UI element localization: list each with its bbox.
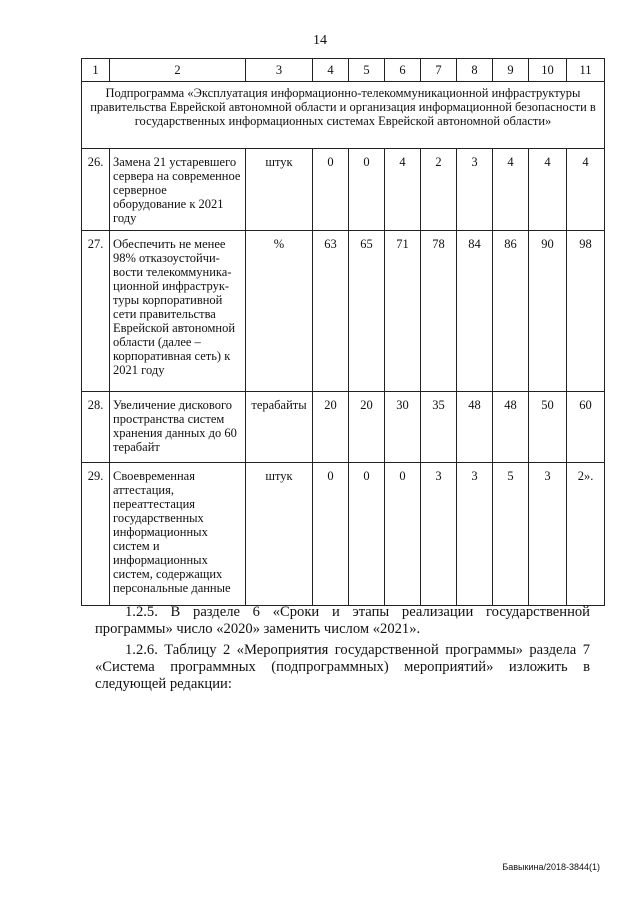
value-cell: 50 [529, 392, 567, 463]
value-cell: 84 [457, 231, 493, 392]
indicator-name: Обеспечить не менее 98% отказоустойчи-вости телекоммуника-ционной инфраструк-туры корпоративной сети правительства Еврейской автономной области (далее – корпоративная сеть) к 2021 году [110, 231, 246, 392]
header-cell: 11 [567, 59, 605, 82]
row-number: 29. [82, 463, 110, 606]
header-row [82, 59, 605, 82]
table-row [82, 463, 605, 606]
value-cell: 65 [349, 231, 385, 392]
value-cell: 4 [385, 149, 421, 231]
page-number: 14 [313, 33, 327, 48]
value-cell: 0 [349, 149, 385, 231]
value-cell: 63 [313, 231, 349, 392]
value-cell: 86 [493, 231, 529, 392]
unit-cell: штук [246, 149, 313, 231]
row-number: 28. [82, 392, 110, 463]
subprogram-title: Подпрограмма «Эксплуатация информационно-телекоммуникационной инфраструктуры правительства Еврейской автономной области и организация информационной безопасности в государственных информационных системах Еврейской автономной области» [82, 82, 605, 149]
value-cell: 20 [349, 392, 385, 463]
table-row [82, 149, 605, 231]
header-cell: 7 [421, 59, 457, 82]
row-number: 27. [82, 231, 110, 392]
value-cell: 4 [493, 149, 529, 231]
value-cell: 0 [313, 463, 349, 606]
value-cell: 71 [385, 231, 421, 392]
value-cell: 2». [567, 463, 605, 606]
indicator-name: Замена 21 устаревшего сервера на современное серверное оборудование к 2021 году [110, 149, 246, 231]
header-cell: 10 [529, 59, 567, 82]
unit-cell: % [246, 231, 313, 392]
value-cell: 98 [567, 231, 605, 392]
value-cell: 3 [529, 463, 567, 606]
value-cell: 30 [385, 392, 421, 463]
value-cell: 0 [349, 463, 385, 606]
value-cell: 0 [385, 463, 421, 606]
paragraph-text: 1.2.6. Таблицу 2 «Мероприятия государственной программы» раздела 7 «Система программных (подпрограммных) мероприятий» изложить в следующей редакции: [95, 642, 590, 692]
header-cell: 8 [457, 59, 493, 82]
value-cell: 48 [457, 392, 493, 463]
indicators-table [81, 58, 605, 606]
header-cell: 3 [246, 59, 313, 82]
value-cell: 4 [567, 149, 605, 231]
value-cell: 4 [529, 149, 567, 231]
unit-cell: штук [246, 463, 313, 606]
value-cell: 20 [313, 392, 349, 463]
unit-cell: терабайты [246, 392, 313, 463]
subprogram-row [82, 82, 605, 149]
value-cell: 90 [529, 231, 567, 392]
table-row [82, 392, 605, 463]
paragraph-1-2-6 [95, 642, 590, 693]
header-cell: 5 [349, 59, 385, 82]
value-cell: 3 [421, 463, 457, 606]
value-cell: 5 [493, 463, 529, 606]
indicator-name: Увеличение дискового пространства систем хранения данных до 60 терабайт [110, 392, 246, 463]
header-cell: 1 [82, 59, 110, 82]
row-number: 26. [82, 149, 110, 231]
value-cell: 78 [421, 231, 457, 392]
header-cell: 9 [493, 59, 529, 82]
document-footer: Бавыкина/2018-3844(1) [502, 862, 600, 872]
value-cell: 0 [313, 149, 349, 231]
paragraph-1-2-5 [95, 604, 590, 638]
table-row [82, 231, 605, 392]
indicator-name: Своевременная аттестация, переаттестация государственных информационных систем и информационных систем, содержащих персональные данные [110, 463, 246, 606]
paragraph-text: 1.2.5. В разделе 6 «Сроки и этапы реализации государственной программы» число «2020» заменить числом «2021». [95, 604, 590, 637]
value-cell: 60 [567, 392, 605, 463]
value-cell: 48 [493, 392, 529, 463]
value-cell: 35 [421, 392, 457, 463]
value-cell: 3 [457, 463, 493, 606]
value-cell: 3 [457, 149, 493, 231]
header-cell: 6 [385, 59, 421, 82]
value-cell: 2 [421, 149, 457, 231]
header-cell: 2 [110, 59, 246, 82]
header-cell: 4 [313, 59, 349, 82]
